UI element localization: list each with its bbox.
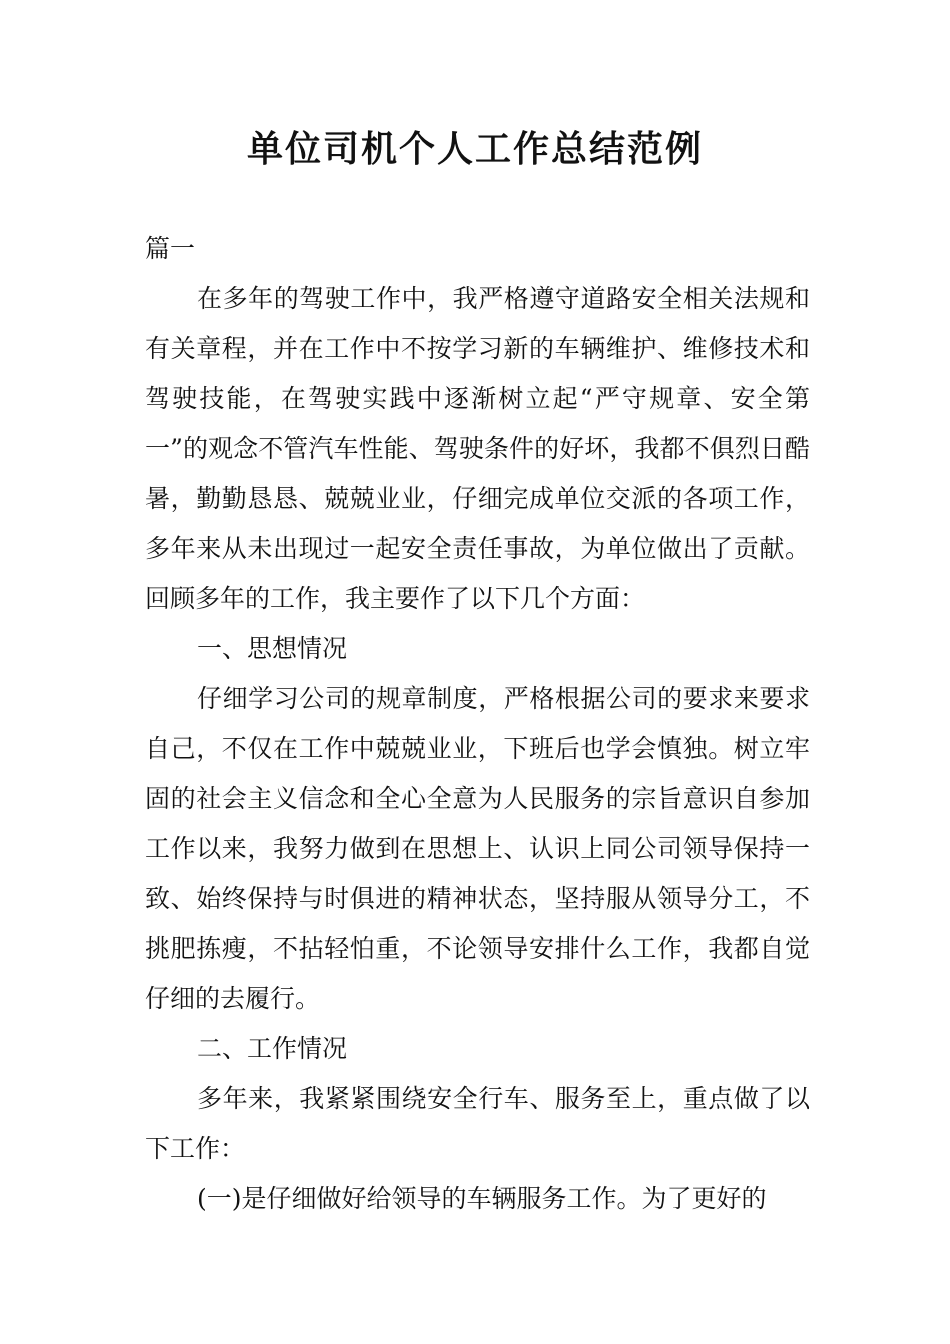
document-title: 单位司机个人工作总结范例 <box>246 129 703 170</box>
section-label: 篇一 <box>145 234 196 263</box>
heading-work: 二、工作情况 <box>197 1034 348 1063</box>
paragraph-thought: 仔细学习公司的规章制度，严格根据公司的要求来要求自己，不仅在工作中兢兢业业，下班后也学会慎独。树立牢固的社会主义信念和全心全意为人民服务的宗旨意识自参加工作以来，我努力做到在思想上、认识上同公司领导保持一致、始终保持与时俱进的精神状态，坚持服从领导分工，不挑肥拣瘦，不拈轻怕重，不论领导安排什么工作，我都自觉仔细的去履行。 <box>145 684 810 1013</box>
paragraph-work: 多年来，我紧紧围绕安全行车、服务至上，重点做了以下工作： <box>145 1084 810 1163</box>
heading-thought: 一、思想情况 <box>197 634 348 663</box>
document-body <box>145 224 810 1224</box>
paragraph-item-one: (一)是仔细做好给领导的车辆服务工作。为了更好的 <box>197 1184 767 1213</box>
paragraph-intro: 在多年的驾驶工作中，我严格遵守道路安全相关法规和有关章程，并在工作中不按学习新的车辆维护、维修技术和驾驶技能，在驾驶实践中逐渐树立起“严守规章、安全第一”的观念不管汽车性能、驾驶条件的好坏，我都不俱烈日酷暑，勤勤恳恳、兢兢业业，仔细完成单位交派的各项工作，多年来从未出现过一起安全责任事故，为单位做出了贡献。回顾多年的工作，我主要作了以下几个方面： <box>145 284 810 613</box>
